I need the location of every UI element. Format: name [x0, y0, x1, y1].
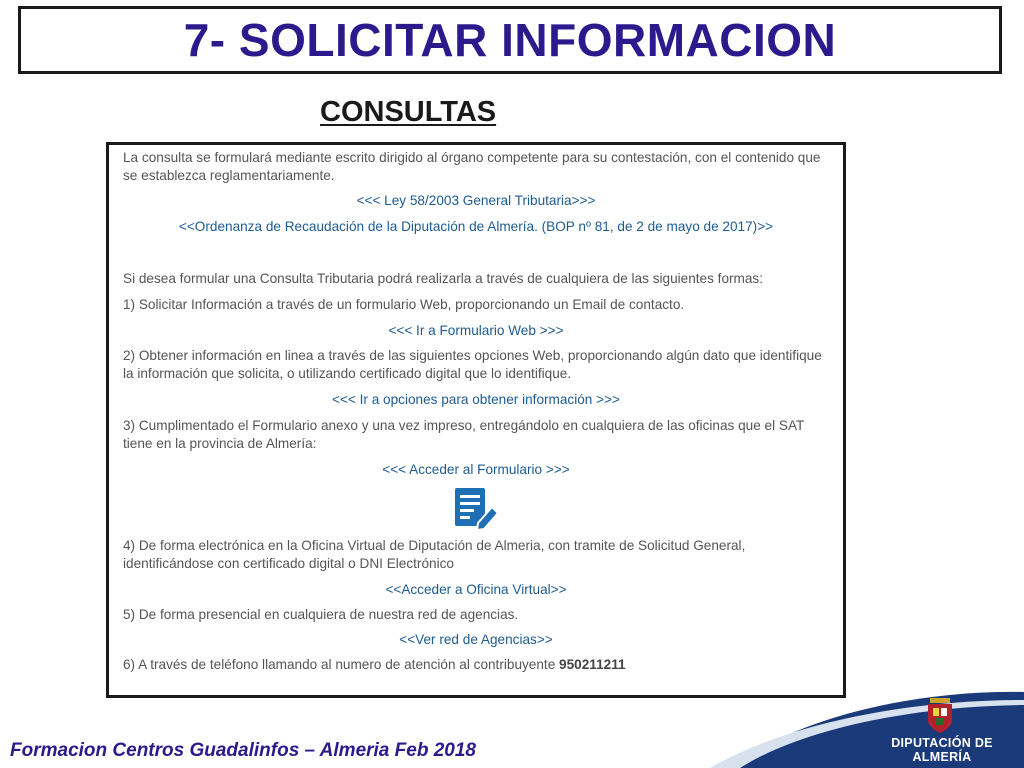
forms-intro-text: Si desea formular una Consulta Tributaria podrá realizarla a través de cualquiera de las siguientes formas: — [123, 271, 764, 286]
option-1-text: 1) Solicitar Información a través de un formulario Web, proporcionando un Email de contacto. — [123, 297, 685, 312]
consultas-screenshot — [106, 142, 846, 698]
subtitle-wrap — [320, 96, 496, 129]
footer-caption: Formacion Centros Guadalinfos – Almeria Feb 2018 — [10, 740, 476, 761]
link-ordenanza-recaudacion[interactable]: <<Ordenanza de Recaudación de la Diputación de Almería. (BOP nº 81, de 2 de mayo de 2017)>> — [178, 219, 774, 234]
link-opciones-informacion[interactable]: <<< Ir a opciones para obtener información >>> — [332, 392, 620, 407]
link-ley-general-tributaria[interactable]: <<< Ley 58/2003 General Tributaria>>> — [356, 193, 596, 208]
option-5-text: 5) De forma presencial en cualquiera de nuestra red de agencias. — [123, 607, 519, 622]
diputacion-crest-icon — [926, 698, 954, 734]
link-acceder-formulario[interactable]: <<< Acceder al Formulario >>> — [382, 462, 570, 477]
title-box — [18, 6, 1002, 74]
option-4-text: 4) De forma electrónica en la Oficina Virtual de Diputación de Almeria, con tramite de Solicitud General, identificándose con certificado digital o DNI Electrónico — [123, 538, 746, 571]
document-edit-icon[interactable] — [450, 485, 502, 535]
page-title: 7- SOLICITAR INFORMACION — [183, 14, 837, 66]
option-3-text: 3) Cumplimentado el Formulario anexo y una vez impreso, entregándolo en cualquiera de las oficinas que el SAT tiene en la provincia de Almería: — [123, 418, 805, 451]
option-2-text: 2) Obtener información en linea a través de las siguientes opciones Web, proporcionando algún dato que identifique la información que solicita, o utilizando certificado digital que lo identifique. — [123, 348, 822, 381]
form-icon-wrap[interactable] — [123, 485, 829, 537]
diputacion-logo-text: DIPUTACIÓN DE ALMERÍA — [891, 736, 993, 764]
link-formulario-web[interactable]: <<< Ir a Formulario Web >>> — [388, 323, 564, 338]
phone-number: 950211211 — [559, 657, 626, 672]
intro-text: La consulta se formulará mediante escrito dirigido al órgano competente para su contestación, con el contenido que se establezca reglamentariamente. — [123, 150, 821, 183]
link-oficina-virtual[interactable]: <<Acceder a Oficina Virtual>> — [385, 582, 567, 597]
option-6-text: 6) A través de teléfono llamando al numero de atención al contribuyente — [123, 657, 560, 672]
section-subtitle: CONSULTAS — [320, 96, 497, 128]
link-red-agencias[interactable]: <<Ver red de Agencias>> — [399, 632, 553, 647]
